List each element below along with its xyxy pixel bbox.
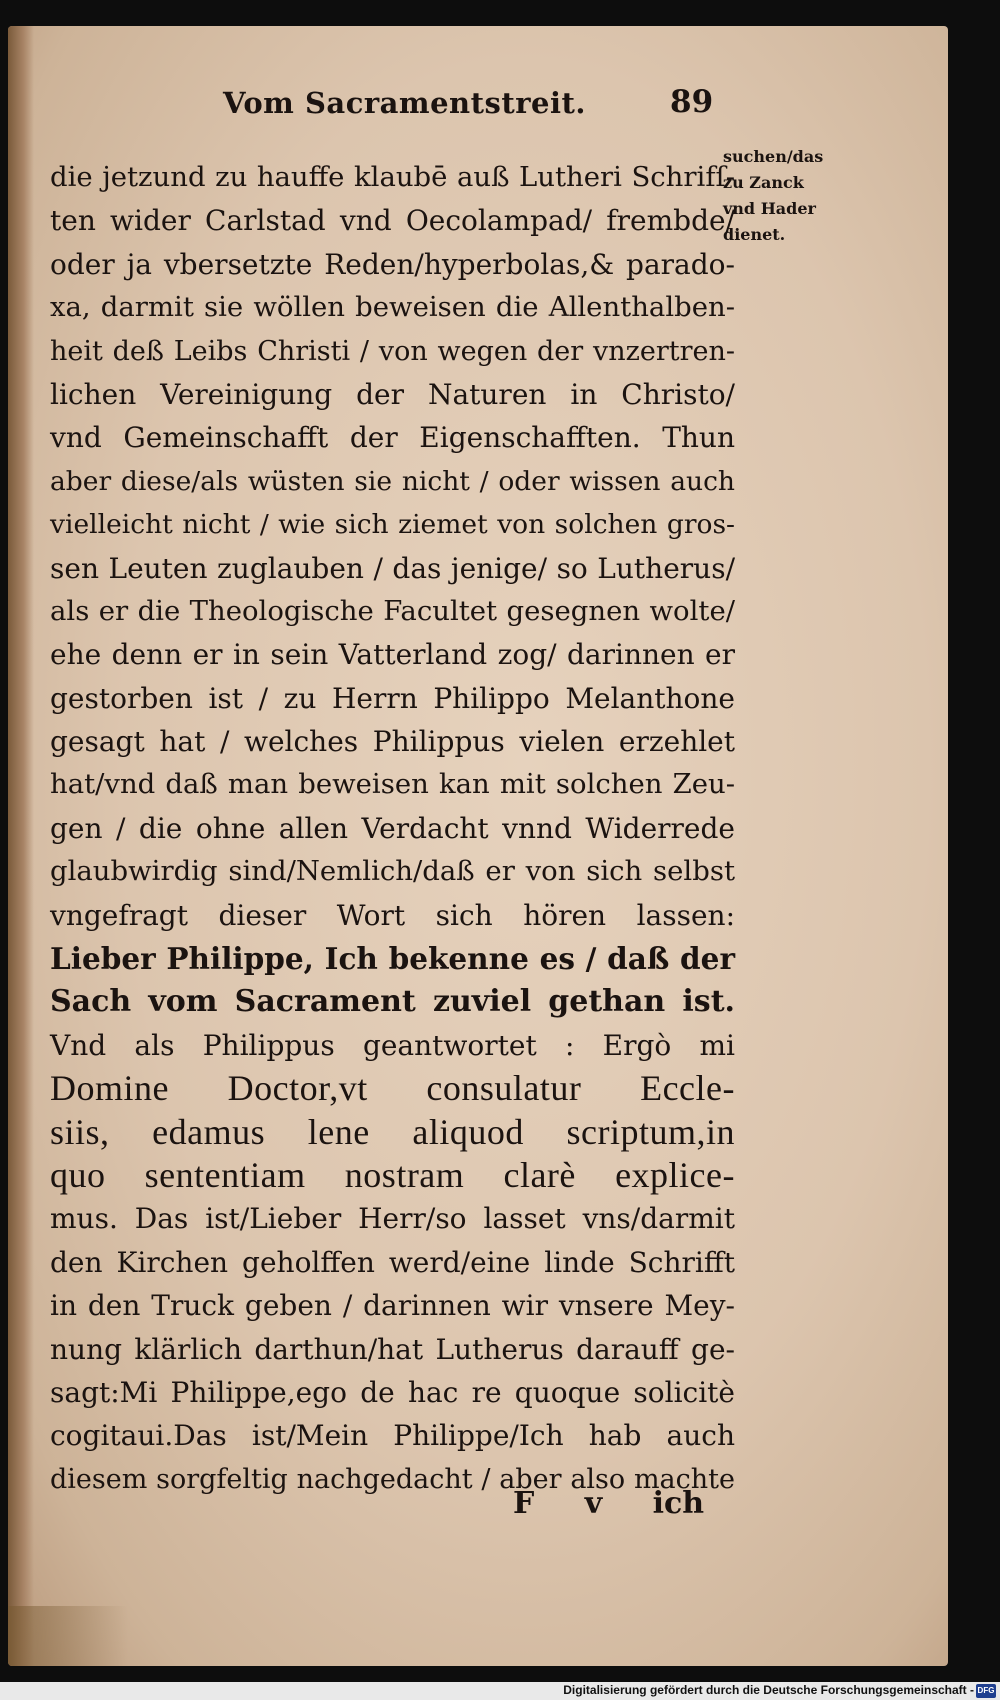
text-line: siis, edamus lene aliquod scriptum,in (50, 1111, 735, 1152)
text-line: als er die Theologische Facultet gesegnen wolte/ (50, 594, 735, 627)
text-line: xa, darmit sie wöllen beweisen die Allenthalben- (50, 291, 735, 324)
marginal-note-line: vnd Hader (723, 199, 816, 218)
text-line: vielleicht nicht / wie sich ziemet von solchen gros- (50, 509, 735, 541)
text-line: gesagt hat / welches Philippus vielen erzehlet (50, 725, 735, 759)
text-line: mus. Das ist/Lieber Herr/so lasset vns/darmit (50, 1202, 735, 1236)
catchline: F v ich (513, 1486, 705, 1521)
dfg-logo: DFG (976, 1684, 996, 1698)
text-line: die jetzund zu hauffe klaubē auß Lutheri Schrifſ- (50, 161, 735, 193)
text-line: ten wider Carlstad vnd Oecolampad/ frembde/ (50, 204, 735, 238)
text-line: nung klärlich darthun/hat Lutherus darauff ge- (50, 1332, 735, 1366)
marginal-note-line: zu Zanck (723, 173, 804, 192)
text-line: Sach vom Sacrament zuviel gethan ist. (50, 984, 735, 1020)
text-line: glaubwirdig sind/Nemlich/daß er von sich selbst (50, 855, 735, 888)
text-line: vngefragt dieser Wort sich hören lassen: (50, 898, 735, 932)
text-line: diesem sorgfeltig nachgedacht / aber also machte (50, 1463, 735, 1495)
text-line: Domine Doctor,vt consulatur Eccle- (50, 1068, 735, 1109)
text-line: gen / die ohne allen Verdacht vnnd Widerrede (50, 811, 735, 845)
page-number: 89 (670, 84, 714, 120)
page-stain (8, 1606, 128, 1666)
text-line: sagt:Mi Philippe,ego de hac re quoque solicitè (50, 1375, 735, 1409)
text-line: hat/vnd daß man beweisen kan mit solchen Zeu- (50, 768, 735, 801)
text-line: Lieber Philippe, Ich bekenne es / daß der (50, 941, 735, 977)
marginal-note-line: dienet. (723, 225, 786, 244)
marginal-note (723, 144, 843, 248)
page-spine-shadow (8, 26, 34, 1666)
book-page (8, 26, 948, 1666)
marginal-note-line: suchen/das (723, 147, 824, 166)
body-text (50, 156, 735, 1501)
text-line: lichen Vereinigung der Naturen in Christo/ (50, 377, 735, 411)
text-line: cogitaui.Das ist/Mein Philippe/Ich hab auch (50, 1419, 735, 1453)
text-line: den Kirchen geholffen werd/eine linde Schrifft (50, 1245, 735, 1279)
text-line: heit deß Leibs Christi / von wegen der vnzertren- (50, 335, 735, 367)
header-title: Vom Sacramentstreit. (223, 86, 586, 120)
text-line: oder ja vbersetzte Reden/hyperbolas,& parado- (50, 247, 735, 281)
text-line: sen Leuten zuglauben / das jenige/ so Lutherus/ (50, 551, 735, 585)
running-header (8, 80, 948, 128)
text-line: quo sententiam nostram clarè explice- (50, 1154, 735, 1195)
text-line: ehe denn er in sein Vatterland zog/ darinnen er (50, 638, 735, 672)
text-line: in den Truck geben / darinnen wir vnsere Mey- (50, 1289, 735, 1323)
text-line: vnd Gemeinschafft der Eigenschafften. Thun (50, 421, 735, 455)
text-line: Vnd als Philippus geantwortet : Ergò mi (50, 1028, 735, 1062)
text-line: aber diese/als wüsten sie nicht / oder wissen auch (50, 465, 735, 497)
footer-credit: Digitalisierung gefördert durch die Deutsche Forschungsgemeinschaft - (563, 1683, 974, 1697)
text-line: gestorben ist / zu Herrn Philippo Melanthone (50, 681, 735, 715)
